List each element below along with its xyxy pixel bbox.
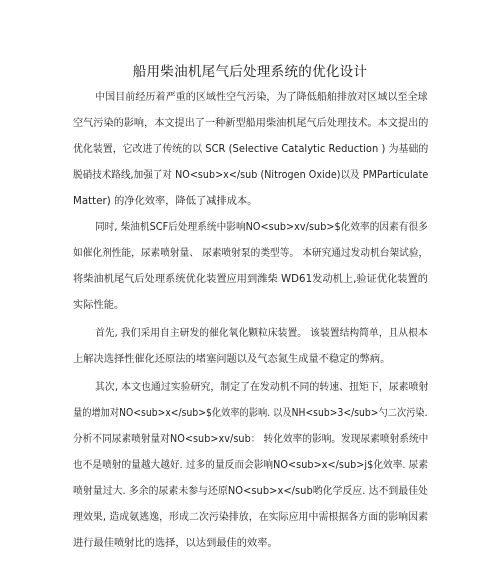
paragraph-4-line-7: 进行最佳喷射比的选择，以达到最佳的效率。 <box>73 538 278 549</box>
paragraph-4-line-4: 也不是喷射的量越大越好. 过多的量反而会影响NO<sub>x</sub>j$化效率. 尿素 <box>73 460 429 471</box>
paragraph-1-line-5: Matter) 的净化效率，降低了减排成本。 <box>73 196 258 207</box>
paragraph-1-line-1: 中国目前经历着严重的区域性空气污染，为了降低船舶排放对区域以至全球 <box>95 92 428 103</box>
paragraph-1-line-2: 空气污染的影响，本文提出了一种新型船用柴油机尾气后处理技术。本文提出的 <box>73 118 429 129</box>
paragraph-2-line-2: 如催化剂性能，尿素喷射量、 尿素喷射泵的类型等。 本研究通过发动机台架试验， <box>73 248 429 259</box>
paragraph-3-line-1: 首先, 我们采用自主研发的催化氧化颗粒床装置。 该装置结构简单，且从根本 <box>95 328 428 339</box>
paragraph-4-line-3: 分析不同尿素喷射量对NO<sub>xv/sub： 转化效率的影响。发现尿素喷射系统中 <box>73 434 429 445</box>
paragraph-2-line-3: 将柴油机尾气后处理系统优化装置应用到潍柴 WD61发动机上,验证优化装置的 <box>73 274 429 285</box>
paragraph-4-line-1: 其次, 本文也通过实验研究，制定了在发动机不同的转速、扭矩下，尿素喷射 <box>95 382 429 393</box>
paragraph-3-line-2: 上解决选择性催化还原法的堵塞问题以及气态氮生成量不稳定的弊病。 <box>73 354 391 365</box>
paragraph-4-line-6: 理效果, 造成氨逃逸，形成二次污染排放，在实际应用中需根据各方面的影响因素 <box>73 512 429 523</box>
paragraph-4-line-2: 量的增加对NO<sub>x</sub>$化效率的影响. 以及NH<sub>3</sub>勺二次污染. <box>73 408 428 419</box>
paragraph-2-line-1: 同时, 柴油机SCF后处理系统中影响NO<sub>xv/sub>$化效率的因素有很多 <box>95 222 428 233</box>
paragraph-1-line-3: 优化装置，它改进了传统的以 SCR (Selective Catalytic Reduction ) 为基础的 <box>73 144 429 155</box>
paragraph-4-line-5: 喷射量过大. 多余的尿素未参与还原NO<sub>x</sub哟化学反应. 达不到最佳处 <box>73 486 429 497</box>
paragraph-2-line-4: 实际性能。 <box>73 300 125 311</box>
document-title: 船用柴油机尾气后处理系统的优化设计 <box>132 64 368 80</box>
paragraph-1-line-4: 脱硝技术路线,加强了对 NO<sub>x</sub (Nitrogen Oxide)以及 PMParticulate <box>73 170 429 181</box>
